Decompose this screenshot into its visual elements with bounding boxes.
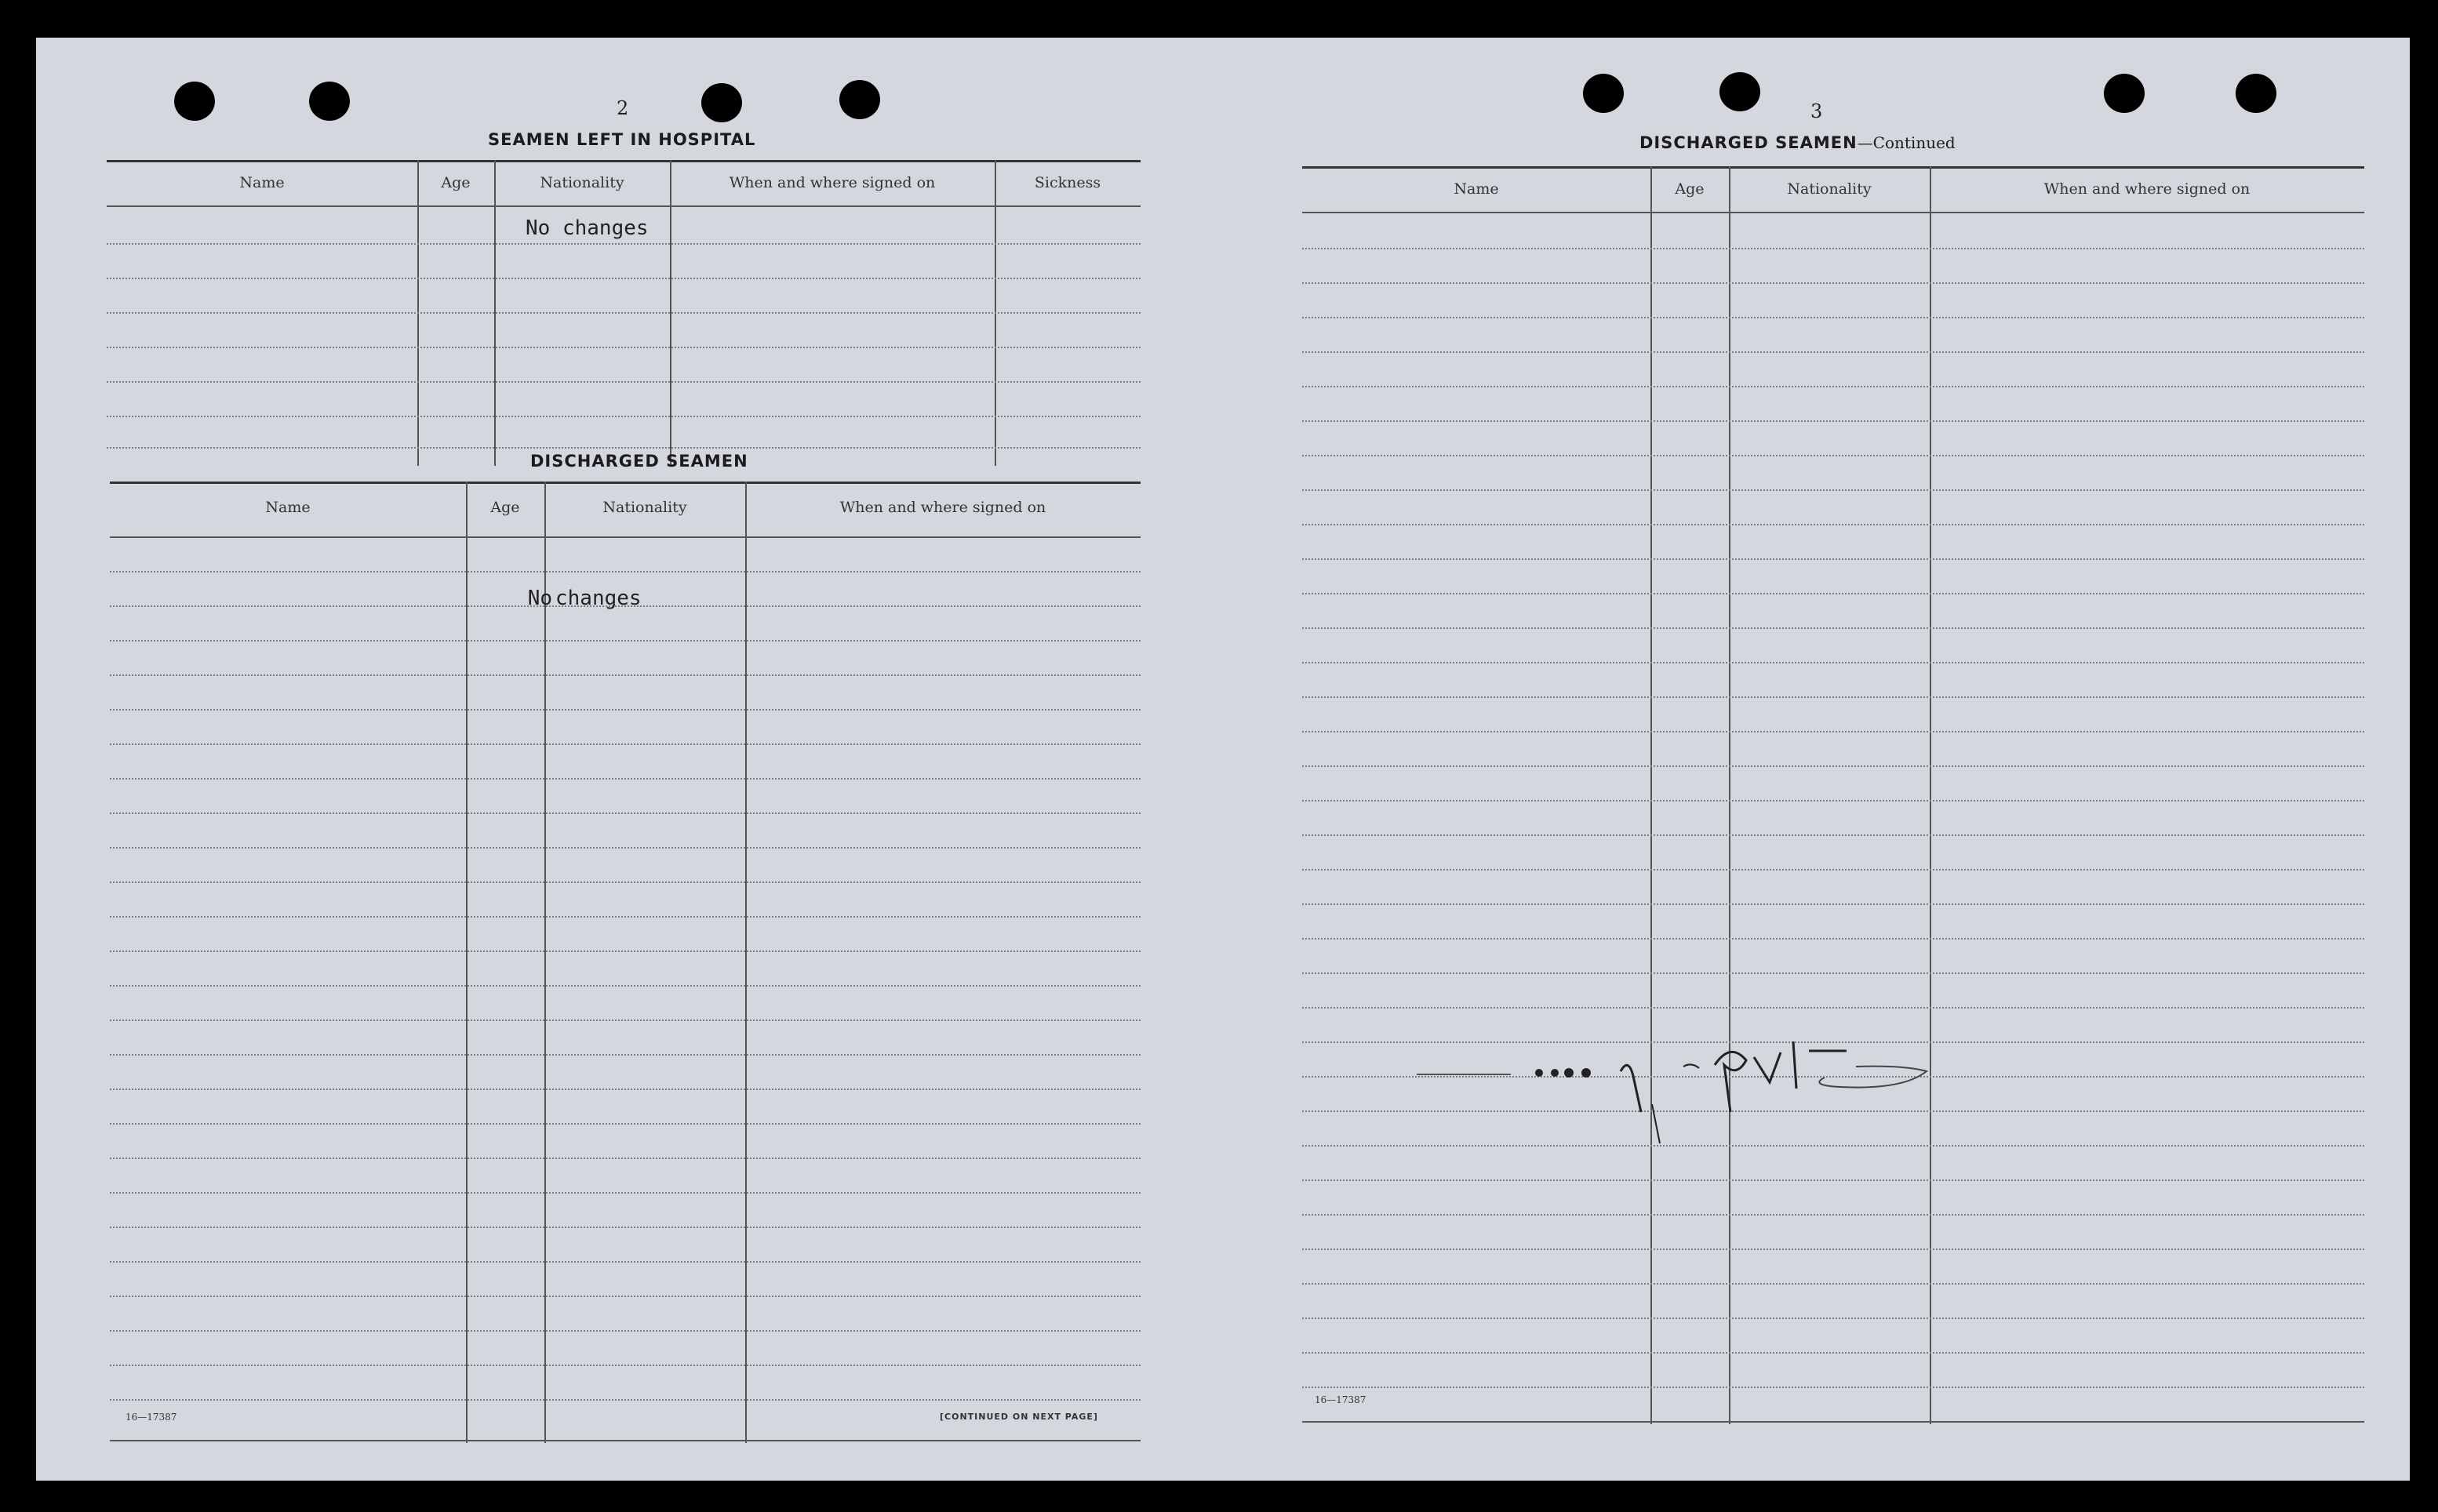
column-header-sickness: Sickness — [1034, 174, 1101, 191]
punch-hole — [309, 82, 350, 121]
discharged-table-right — [1302, 166, 2364, 1430]
column-header-nationality: Nationality — [1787, 180, 1872, 198]
document-sheet — [36, 38, 2410, 1481]
handwritten-signature — [1401, 1010, 1950, 1151]
column-header-name: Name — [239, 174, 285, 191]
punch-hole — [839, 80, 880, 119]
discharged-entry-nationality: changes — [555, 587, 642, 610]
punch-hole — [2104, 74, 2145, 113]
column-header-when-where: When and where signed on — [2043, 180, 2251, 198]
column-header-when-where: When and where signed on — [729, 174, 936, 191]
discharged-table-title-left: DISCHARGED SEAMEN — [530, 452, 748, 471]
discharged-title-suffix: —Continued — [1857, 133, 1956, 152]
page-number-left: 2 — [617, 97, 629, 119]
column-header-age: Age — [1675, 180, 1705, 198]
column-header-nationality: Nationality — [602, 499, 687, 516]
hospital-entry-text: No changes — [526, 216, 649, 240]
page-number-right: 3 — [1810, 100, 1823, 122]
hospital-table-title: SEAMEN LEFT IN HOSPITAL — [488, 130, 756, 149]
punch-hole — [1719, 72, 1760, 111]
column-header-when-where: When and where signed on — [839, 499, 1046, 516]
discharged-table-left — [110, 482, 1141, 1451]
discharged-table-title-right — [1639, 133, 1956, 152]
discharged-title-main: DISCHARGED SEAMEN — [1639, 133, 1858, 152]
hospital-table — [107, 160, 1141, 471]
column-header-name: Name — [1454, 180, 1499, 198]
column-header-nationality: Nationality — [540, 174, 624, 191]
discharged-entry-age: No — [527, 587, 552, 610]
punch-hole — [2236, 74, 2276, 113]
column-header-name: Name — [265, 499, 311, 516]
punch-hole — [701, 83, 742, 122]
punch-hole — [174, 82, 215, 121]
continued-notice: [CONTINUED ON NEXT PAGE] — [940, 1412, 1098, 1422]
form-number-right: 16—17387 — [1315, 1394, 1366, 1405]
form-number-left: 16—17387 — [126, 1412, 177, 1423]
punch-hole — [1583, 74, 1624, 113]
column-header-age: Age — [490, 499, 520, 516]
column-header-age: Age — [441, 174, 471, 191]
